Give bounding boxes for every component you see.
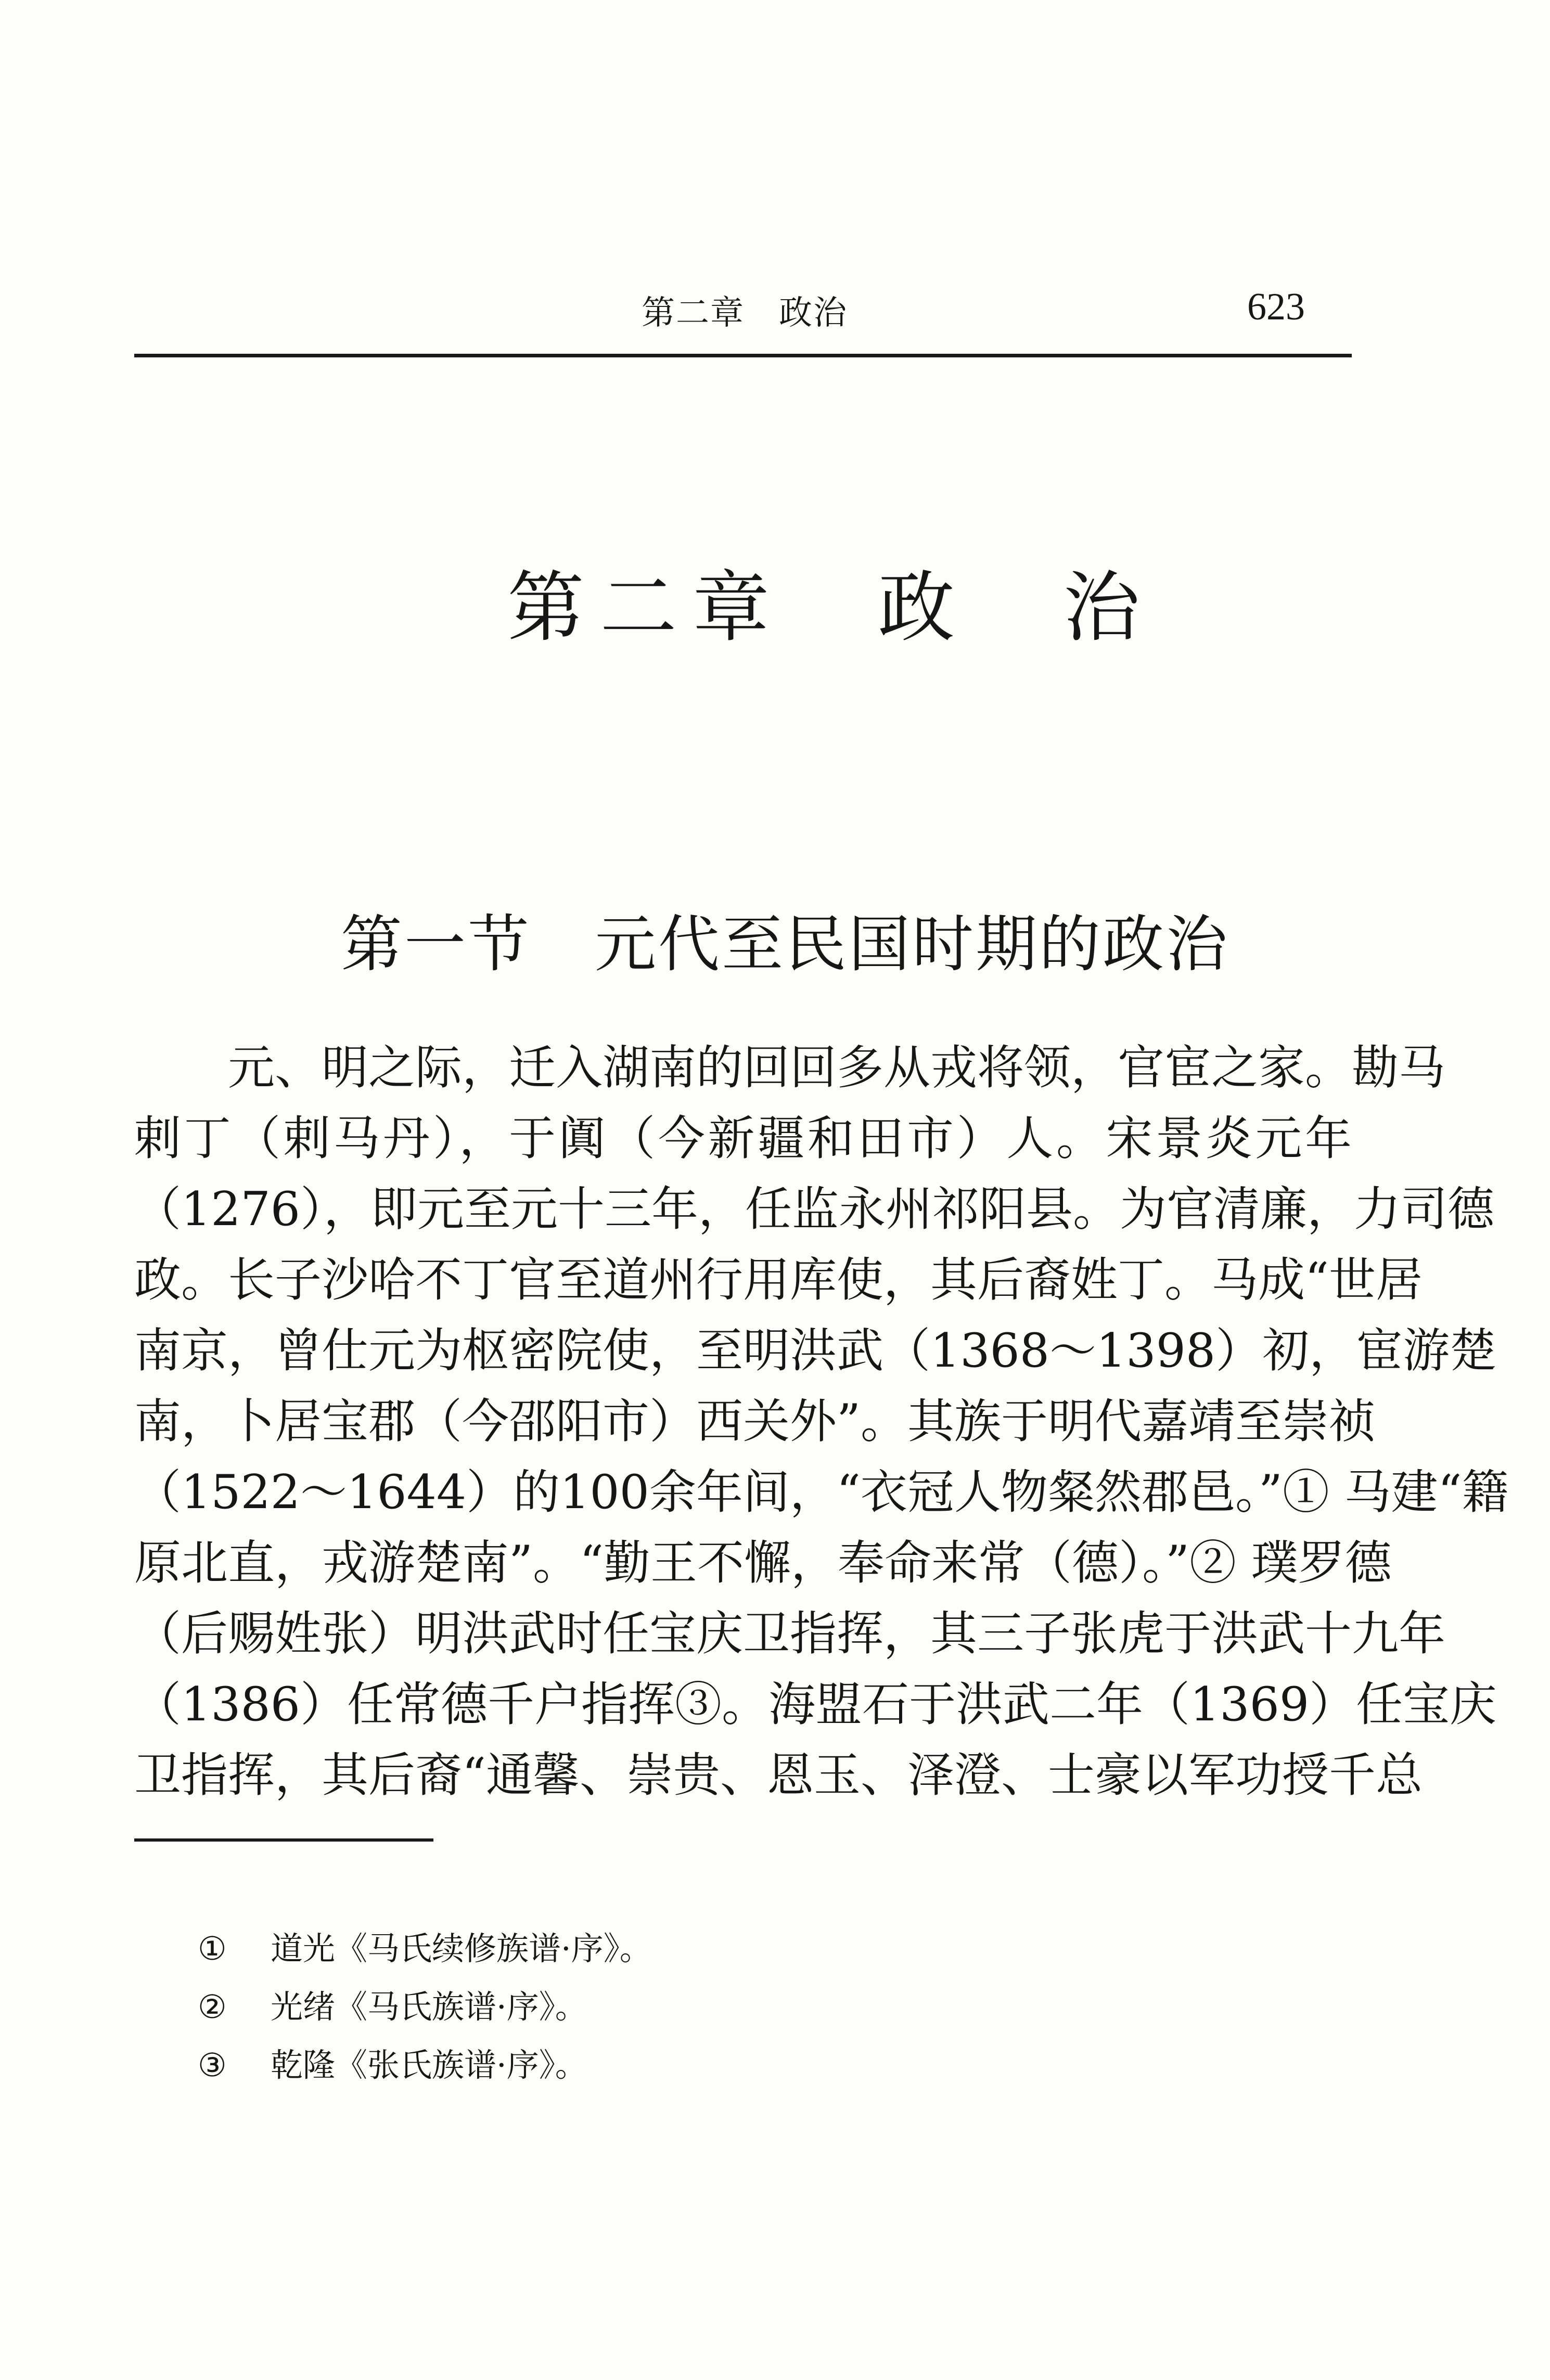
footnote-item xyxy=(198,1978,652,2036)
chapter-title: 第二章 政 治 xyxy=(507,563,1156,652)
running-header xyxy=(134,276,1352,357)
footnote-divider xyxy=(134,1838,433,1842)
body-line: 南京，曾仕元为枢密院使，至明洪武（1368～1398）初，宦游楚 xyxy=(134,1323,1497,1378)
footnotes xyxy=(198,1920,652,2094)
footnote-item xyxy=(198,2036,652,2094)
footnote-number: ① xyxy=(198,1929,227,1967)
footnote-item xyxy=(198,1920,652,1978)
body-line: 元、明之际，迁入湖南的回回多从戎将领，官宦之家。勘马 xyxy=(228,1040,1445,1095)
section-title: 第一节 元代至民国时期的政治 xyxy=(341,908,1230,980)
footnote-text: 乾隆《张氏族谱·序》。 xyxy=(271,2046,587,2084)
body-line: （1522～1644）的100余年间，“衣冠人物粲然郡邑。”① 马建“籍 xyxy=(134,1465,1509,1520)
footnote-number: ③ xyxy=(198,2046,227,2084)
footnote-text: 光绪《马氏族谱·序》。 xyxy=(271,1988,587,2026)
body-line: （1276），即元至元十三年，任监永州祁阳县。为官清廉，力司德 xyxy=(134,1182,1495,1237)
body-line: 政。长子沙哈不丁官至道州行用库使，其后裔姓丁。马成“世居 xyxy=(134,1253,1423,1307)
body-line: 卫指挥，其后裔“通馨、崇贵、恩玉、泽澄、士豪以军功授千总 xyxy=(134,1748,1423,1803)
body-paragraph xyxy=(134,1033,1509,1811)
body-line: 原北直，戎游楚南”。“勤王不懈，奉命来常（德）。”② 璞罗德 xyxy=(134,1536,1392,1590)
page-number: 623 xyxy=(1247,286,1305,328)
footnote-text: 道光《马氏续修族谱·序》。 xyxy=(271,1929,652,1967)
body-line: 剌丁（剌马丹），于阗（今新疆和田市）人。宋景炎元年 xyxy=(134,1111,1352,1166)
body-line: 南，卜居宝郡（今邵阳市）西关外”。其族于明代嘉靖至崇祯 xyxy=(134,1394,1376,1449)
body-line: （1386）任常德千户指挥③。海盟石于洪武二年（1369）任宝庆 xyxy=(134,1677,1497,1732)
running-header-title: 第二章 政治 xyxy=(642,294,848,332)
body-line: （后赐姓张）明洪武时任宝庆卫指挥，其三子张虎于洪武十九年 xyxy=(134,1606,1445,1661)
footnote-number: ② xyxy=(198,1988,227,2026)
